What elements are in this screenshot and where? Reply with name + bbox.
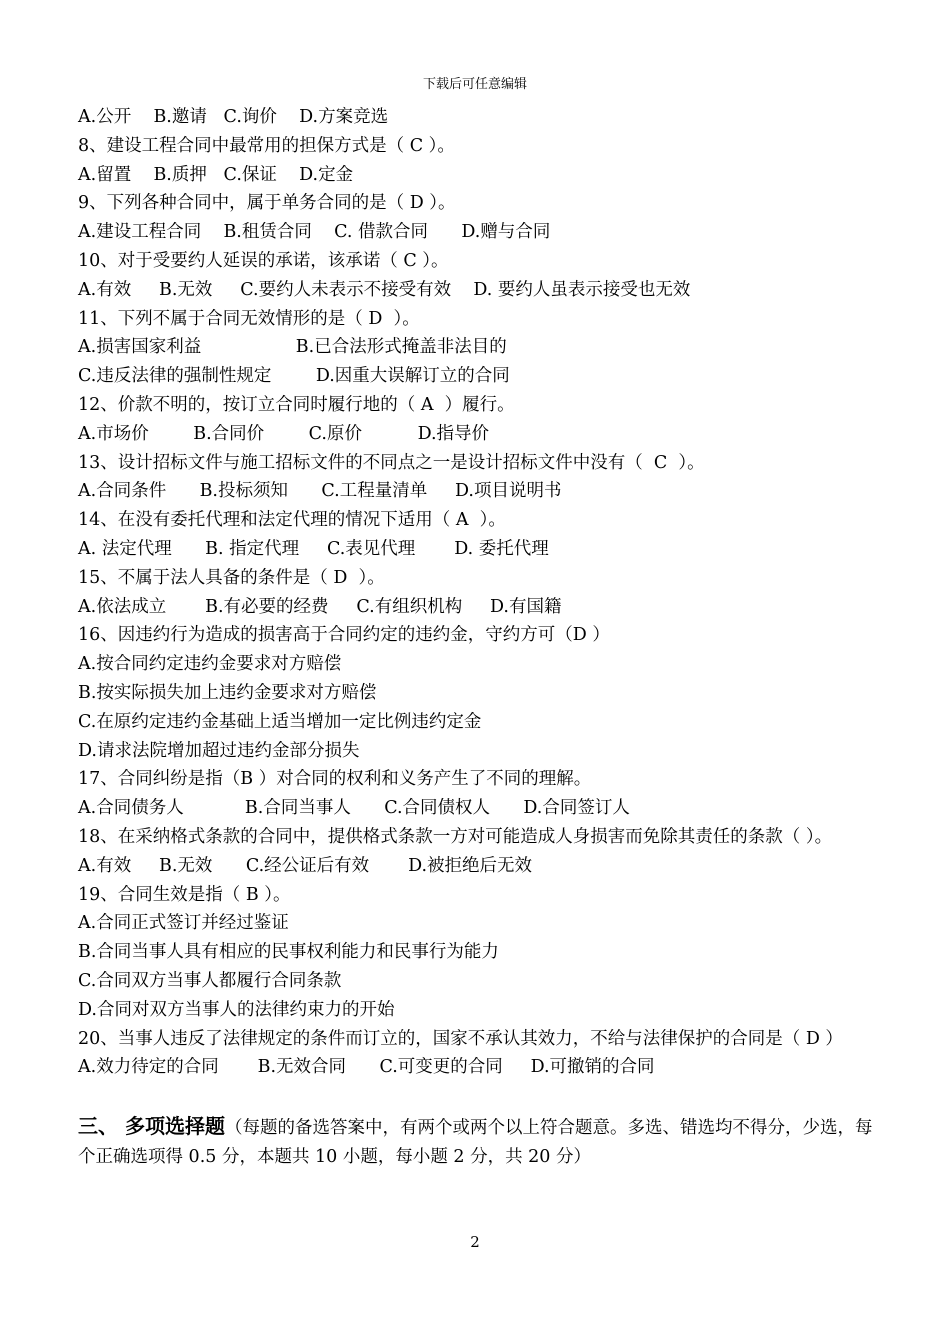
text-line: A.公开 B.邀请 C.询价 D.方案竞选 xyxy=(78,107,389,127)
text-line: C.违反法律的强制性规定 D.因重大误解订立的合同 xyxy=(78,366,510,387)
section-heading: 三、 多项选择题 xyxy=(78,1114,225,1139)
question-12: 12、价款不明的，按订立合同时履行地的（ A ）履行。 xyxy=(78,394,515,415)
text-line: B.按实际损失加上违约金要求对方赔偿 xyxy=(78,682,377,703)
text-line: D.请求法院增加超过违约金部分损失 xyxy=(78,740,360,761)
text-line: D.合同对双方当事人的法律约束力的开始 xyxy=(78,999,395,1020)
text-line: A.有效 B.无效 C.要约人未表示不接受有效 D. 要约人虽表示接受也无效 xyxy=(78,279,691,300)
page-header: 下载后可任意编辑 xyxy=(422,77,527,92)
question-10: 10、对于受要约人延误的承诺，该承诺（ C ）。 xyxy=(78,250,449,271)
question-14: 14、在没有委托代理和法定代理的情况下适用（ A ）。 xyxy=(78,510,506,531)
section-3 xyxy=(78,1112,878,1172)
text-line: A.依法成立 B.有必要的经费 C.有组织机构 D.有国籍 xyxy=(78,596,562,617)
question-19: 19、合同生效是指（ B ）。 xyxy=(78,884,291,905)
section-description: （每题的备选答案中，有两个或两个以上符合题意。多选、错选均不得分，少选，每个正确选项得 0.5 分，本题共 10 小题，每小题 2 分，共 20 分） xyxy=(78,1118,873,1167)
text-line: C.在原约定违约金基础上适当增加一定比例违约定金 xyxy=(78,711,482,732)
question-16: 16、因违约行为造成的损害高于合同约定的违约金，守约方可（D ） xyxy=(78,625,610,646)
text-line: A. 法定代理 B. 指定代理 C.表见代理 D. 委托代理 xyxy=(78,538,549,559)
text-line: A.合同债务人 B.合同当事人 C.合同债权人 D.合同签订人 xyxy=(78,798,630,819)
text-line: A.市场价 B.合同价 C.原价 D.指导价 xyxy=(78,423,490,444)
text-line: A.合同正式签订并经过鉴证 xyxy=(78,913,289,934)
question-13: 13、设计招标文件与施工招标文件的不同点之一是设计招标文件中没有（ C ）。 xyxy=(78,452,705,473)
text-line: A.留置 B.质押 C.保证 D.定金 xyxy=(78,164,354,185)
question-8: 8、建设工程合同中最常用的担保方式是（ C ）。 xyxy=(78,135,455,156)
question-18: 18、在采纳格式条款的合同中，提供格式条款一方对可能造成人身损害而免除其责任的条款（ ）。 xyxy=(78,826,833,847)
text-line: A.合同条件 B.投标须知 C.工程量清单 D.项目说明书 xyxy=(78,481,562,502)
text-line: A.建设工程合同 B.租赁合同 C. 借款合同 D.赠与合同 xyxy=(78,222,551,243)
document-body xyxy=(78,103,878,1172)
text-line: A.有效 B.无效 C.经公证后有效 D.被拒绝后无效 xyxy=(78,855,533,876)
text-line: A.效力待定的合同 B.无效合同 C.可变更的合同 D.可撤销的合同 xyxy=(78,1057,655,1078)
question-20: 20、当事人违反了法律规定的条件而订立的，国家不承认其效力，不给与法律保护的合同是（ D ） xyxy=(78,1028,843,1049)
question-11: 11、下列不属于合同无效情形的是（ D ）。 xyxy=(78,308,420,329)
text-line: A.损害国家利益 B.已合法形式掩盖非法目的 xyxy=(78,337,507,358)
text-line: C.合同双方当事人都履行合同条款 xyxy=(78,970,342,991)
question-17: 17、合同纠纷是指（B ）对合同的权利和义务产生了不同的理解。 xyxy=(78,769,592,790)
text-line: B.合同当事人具有相应的民事权利能力和民事行为能力 xyxy=(78,942,499,963)
spacer xyxy=(78,1082,878,1112)
question-15: 15、不属于法人具备的条件是（ D ）。 xyxy=(78,567,385,588)
text-line: A.按合同约定违约金要求对方赔偿 xyxy=(78,654,342,675)
question-9: 9、下列各种合同中，属于单务合同的是（ D ）。 xyxy=(78,193,456,214)
page-number: 2 xyxy=(470,1233,480,1251)
